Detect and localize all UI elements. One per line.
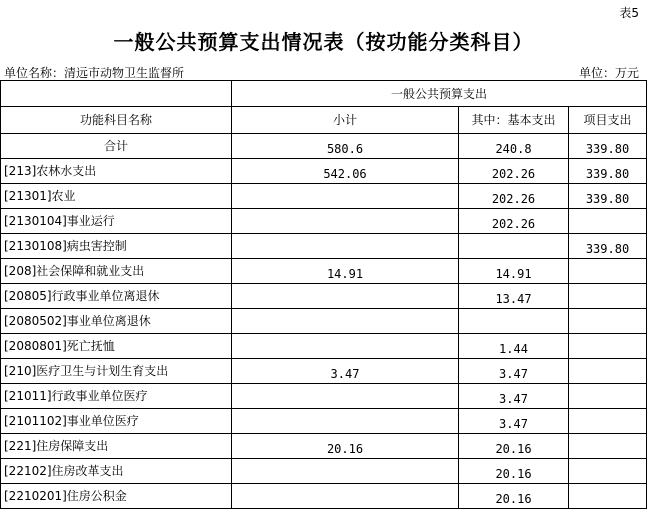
- row-name-cell: [20805]行政事业单位离退休: [1, 284, 232, 309]
- row-basic-cell: 3.47: [459, 409, 569, 434]
- row-name-cell: [2101102]事业单位医疗: [1, 409, 232, 434]
- row-basic-cell: 240.8: [459, 134, 569, 159]
- unit-currency: 单位：万元: [578, 66, 639, 80]
- row-project-cell: [569, 484, 647, 509]
- row-subtotal-cell: [232, 459, 459, 484]
- row-name-cell: [221]住房保障支出: [1, 434, 232, 459]
- row-name-cell: [208]社会保障和就业支出: [1, 259, 232, 284]
- row-project-cell: [569, 359, 647, 384]
- row-project-cell: [569, 459, 647, 484]
- row-subtotal-cell: [232, 334, 459, 359]
- row-basic-cell: 1.44: [459, 334, 569, 359]
- table-row: [1, 134, 647, 159]
- row-project-cell: [569, 309, 647, 334]
- table-row: [1, 334, 647, 359]
- row-subtotal-cell: [232, 234, 459, 259]
- row-basic-cell: [459, 234, 569, 259]
- row-name-cell: [2210201]住房公积金: [1, 484, 232, 509]
- header-row-group: [1, 81, 647, 107]
- row-project-cell: 339.80: [569, 184, 647, 209]
- row-name-cell: [2080502]事业单位离退休: [1, 309, 232, 334]
- header-group-label: 一般公共预算支出: [232, 81, 647, 107]
- unit-info-row: [0, 62, 647, 80]
- row-project-cell: 339.80: [569, 134, 647, 159]
- row-project-cell: [569, 284, 647, 309]
- row-name-cell: 合计: [1, 134, 232, 159]
- row-basic-cell: [459, 309, 569, 334]
- row-project-cell: 339.80: [569, 159, 647, 184]
- table-row: [1, 184, 647, 209]
- table-row: [1, 459, 647, 484]
- header-row-columns: [1, 107, 647, 134]
- row-basic-cell: 13.47: [459, 284, 569, 309]
- row-subtotal-cell: 20.16: [232, 434, 459, 459]
- row-name-cell: [22102]住房改革支出: [1, 459, 232, 484]
- row-name-cell: [2080801]死亡抚恤: [1, 334, 232, 359]
- row-basic-cell: 20.16: [459, 434, 569, 459]
- row-subtotal-cell: [232, 484, 459, 509]
- table-row: [1, 284, 647, 309]
- row-name-cell: [21011]行政事业单位医疗: [1, 384, 232, 409]
- table-row: [1, 434, 647, 459]
- row-basic-cell: 14.91: [459, 259, 569, 284]
- unit-name: 单位名称：清远市动物卫生监督所: [4, 66, 185, 80]
- table-row: [1, 484, 647, 509]
- row-basic-cell: 202.26: [459, 209, 569, 234]
- sheet-label: 表5: [619, 6, 639, 20]
- row-subtotal-cell: [232, 384, 459, 409]
- table-row: [1, 409, 647, 434]
- budget-table-body: [1, 81, 647, 509]
- table-row: [1, 384, 647, 409]
- table-row: [1, 234, 647, 259]
- header-col-basic: 其中：基本支出: [459, 107, 569, 134]
- header-blank-cell: [1, 81, 232, 107]
- row-subtotal-cell: 3.47: [232, 359, 459, 384]
- row-subtotal-cell: [232, 309, 459, 334]
- row-subtotal-cell: 580.6: [232, 134, 459, 159]
- row-basic-cell: 202.26: [459, 184, 569, 209]
- table-row: [1, 309, 647, 334]
- row-subtotal-cell: 14.91: [232, 259, 459, 284]
- row-name-cell: [2130108]病虫害控制: [1, 234, 232, 259]
- row-project-cell: 339.80: [569, 234, 647, 259]
- row-project-cell: [569, 409, 647, 434]
- row-subtotal-cell: 542.06: [232, 159, 459, 184]
- row-subtotal-cell: [232, 284, 459, 309]
- row-basic-cell: 20.16: [459, 459, 569, 484]
- row-project-cell: [569, 334, 647, 359]
- row-name-cell: [2130104]事业运行: [1, 209, 232, 234]
- row-project-cell: [569, 259, 647, 284]
- budget-table: [0, 80, 647, 509]
- table-row: [1, 209, 647, 234]
- row-subtotal-cell: [232, 209, 459, 234]
- row-basic-cell: 3.47: [459, 384, 569, 409]
- header-col-subtotal: 小计: [232, 107, 459, 134]
- row-name-cell: [21301]农业: [1, 184, 232, 209]
- row-basic-cell: 20.16: [459, 484, 569, 509]
- header-col-name: 功能科目名称: [1, 107, 232, 134]
- row-basic-cell: 202.26: [459, 159, 569, 184]
- row-project-cell: [569, 434, 647, 459]
- table-row: [1, 159, 647, 184]
- table-row: [1, 259, 647, 284]
- row-name-cell: [210]医疗卫生与计划生育支出: [1, 359, 232, 384]
- row-name-cell: [213]农林水支出: [1, 159, 232, 184]
- row-subtotal-cell: [232, 409, 459, 434]
- header-col-project: 项目支出: [569, 107, 647, 134]
- table-row: [1, 359, 647, 384]
- row-subtotal-cell: [232, 184, 459, 209]
- row-basic-cell: 3.47: [459, 359, 569, 384]
- row-project-cell: [569, 209, 647, 234]
- row-project-cell: [569, 384, 647, 409]
- page-title: 一般公共预算支出情况表（按功能分类科目）: [113, 30, 534, 54]
